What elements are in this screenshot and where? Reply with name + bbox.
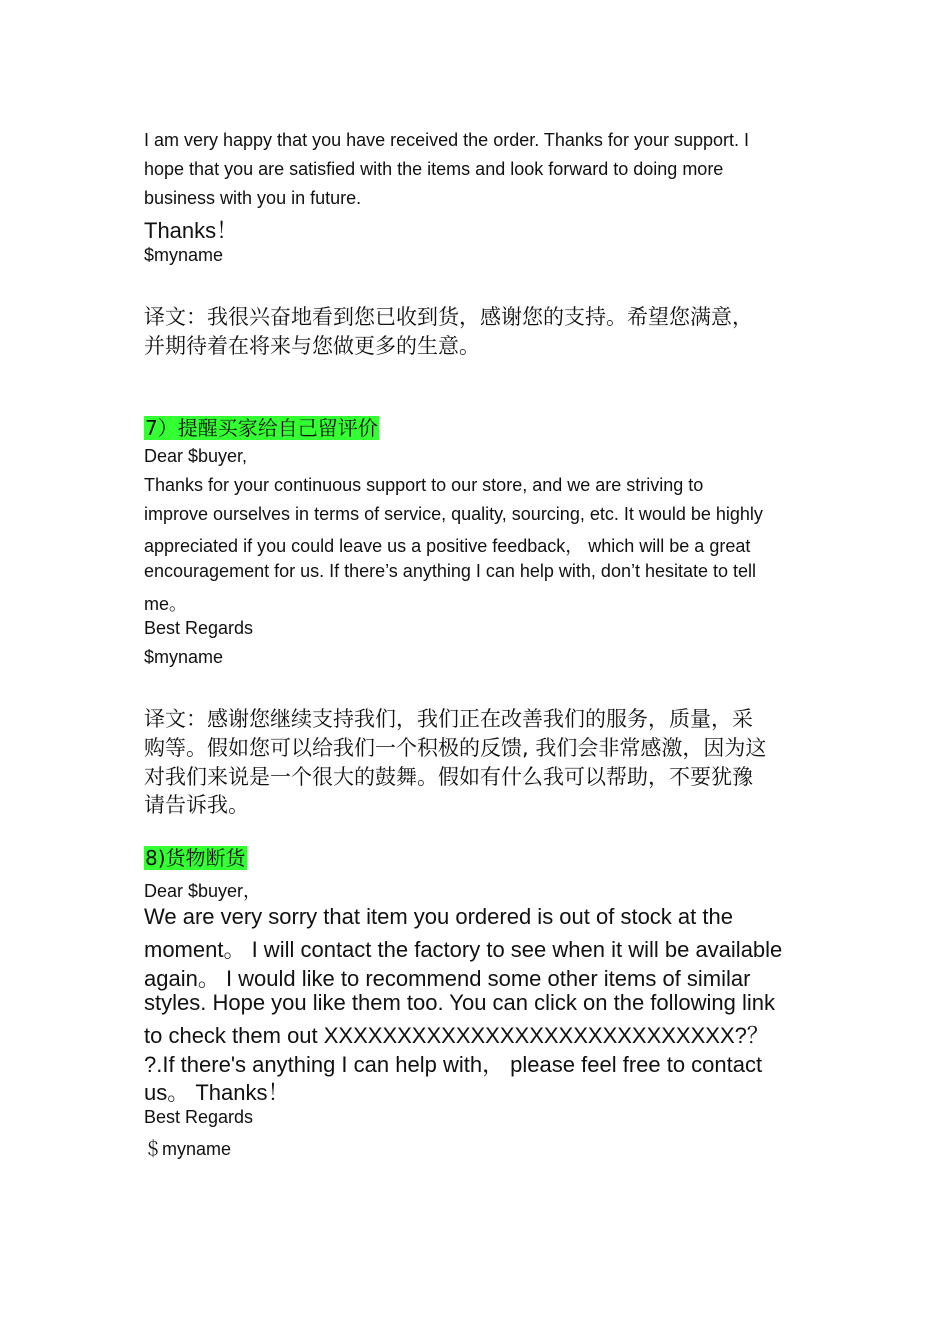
section-heading [144,416,379,440]
body-line: me。 [144,594,188,614]
greeting: Dear $buyer, [144,446,248,466]
body-line: appreciated if you could leave us a positive feedback， which will be a great [144,536,751,556]
translation-line: 并期待着在将来与您做更多的生意。 [144,334,480,358]
body-line: again。 I would like to recommend some other items of similar [144,966,751,991]
closing: Best Regards [144,1107,254,1127]
section-8-heading: 8)货物断货 [145,846,246,870]
translation-line: 请告诉我。 [144,793,249,817]
body-line: us。 Thanks！ [144,1080,290,1105]
thanks-line: Thanks！ [144,218,239,243]
signature: $myname [144,647,224,667]
signature: $myname [144,245,224,265]
body-line: I am very happy that you have received the order. Thanks for your support. I [144,130,749,150]
translation-line: 译文：感谢您继续支持我们，我们正在改善我们的服务，质量，采 [144,707,753,731]
section-heading [144,846,247,870]
body-line: improve ourselves in terms of service, quality, sourcing, etc. It would be highly [144,504,763,524]
body-line: ?.If there's anything I can help with， please feel free to contact [144,1052,763,1077]
translation-line: 对我们来说是一个很大的鼓舞。假如有什么我可以帮助，不要犹豫 [144,765,753,789]
closing: Best Regards [144,618,254,638]
body-line: business with you in future. [144,188,362,208]
translation-line: 译文：我很兴奋地看到您已收到货，感谢您的支持。希望您满意， [144,305,753,329]
section-7-heading: 7）提醒买家给自己留评价 [145,416,378,440]
body-line: Thanks for your continuous support to our store, and we are striving to [144,475,704,495]
body-line: to check them out XXXXXXXXXXXXXXXXXXXXXXXXXXXX?？ [144,1023,769,1048]
body-line: styles. Hope you like them too. You can click on the following link [144,990,776,1015]
body-line: moment。 I will contact the factory to see when it will be available [144,937,783,962]
body-line: hope that you are satisfied with the items and look forward to doing more [144,159,724,179]
translation-line: 购等。假如您可以给我们一个积极的反馈, 我们会非常感激，因为这 [144,736,767,760]
greeting: Dear $buyer， [144,881,262,901]
body-line: We are very sorry that item you ordered is out of stock at the [144,904,733,929]
signature: ＄myname [144,1139,232,1159]
body-line: encouragement for us. If there’s anything I can help with, don’t hesitate to tell [144,561,757,581]
